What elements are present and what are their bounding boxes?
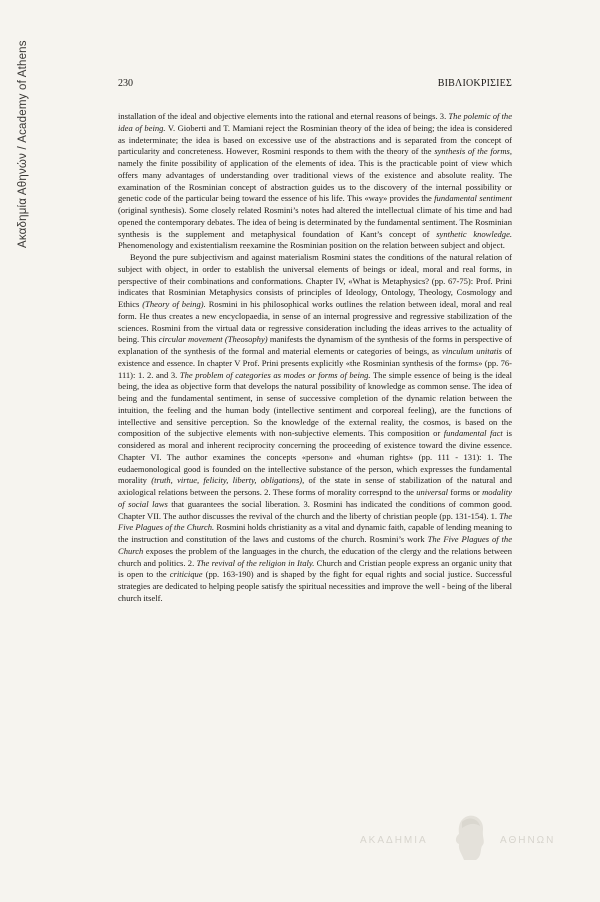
italic-phrase: (Theory of being).	[142, 299, 206, 309]
italic-phrase: The Five Plagues of the Church.	[118, 510, 512, 533]
paragraph: Beyond the pure subjectivism and against materialism Rosmini states the conditions of the natural relation of subject with object, in order to establish the universal elements of beings or ideal, moral and real forms, in perspective of their combinations and conformations. Chapter IV, «What is Metaphysics? (pp. 67-75): Prof. Prini indicates that Rosminian Metaphysics consists of principles of Ideology, Ontology, Theology, Cosmology and Ethics (Theory of being). Rosmini in his philosophical works outlines the relation between ideal, moral and real form. He thus creates a new encyclopaedia, in sense of an internal progressive and regressive stabilization of the sciences. Rosmini from the virtual data or regressive consideration including the ideas arrives to the actuality of being. This circular movement (Theosophy) manifests the dynamism of the synthesis of the forms in perspective of explanation of the synthesis of the formal and material elements or categories of beings, as vinculum unitatis of existence and essence. In chapter V Prof. Prini presents explicitly «the Rosminian synthesis of the forms» (pp. 76-111): 1. 2. and 3. The problem of categories as modes or forms of being. The simple essence of being is the ideal being, the idea as objective form that develops the natural possibility of knowledge as common sense. The idea of being and the fundamental sentiment, in sense of successive completion of the dynamic relation between the intuition, the feeling and the human body (intellective sentiment and corporeal feeling), are the functions of intellective and sensitive perception. So the knowledge of the external reality, the cosmos, is based on the composition of the subjective elements with non-subjective elements. This composition or fundamental fact is considered as moral and inherent reciprocity concerning the proceeding of existence toward the divine essence. Chapter VI. The author examines the concepts «person» and «human rights» (pp. 111 - 131): 1. The eudaemonological good is founded on the intellective substance of the person, which expresses the fundamental morality (truth, virtue, felicity, liberty, obligations), of the state in sense of stabilization of the natural and axiological relations between the persons. 2. These forms of morality correspnd to the universal forms or modality of social laws that guarantees the social liberation. 3. Rosmini has indicated the conditions of common good. Chapter VII. The author discusses the revival of the church and the liberty of christian people (pp. 131-154). 1. The Five Plagues of the Church. Rosmini holds christianity as a vital and dynamic faith, capable of lending meaning to the instruction and constitution of the laws and customs of the church. Rosmini’s work The Five Plagues of the Church exposes the problem of the languages in the church, the education of the clergy and the relations between church and politics. 2. The revival of the religion in Italy. Church and Cristian people express an organic unity that is open to the criticique (pp. 163-190) and is shaped by the fight for equal rights and social justice. Successful strategies are dedicated to helping people satisfy the spiritual necessities and improve the well - being of the liberal church itself.	[118, 252, 513, 603]
italic-phrase: fundamental fact	[443, 428, 503, 439]
italic-phrase: The polemic of the idea of being.	[118, 111, 512, 133]
italic-phrase: modality of social laws	[118, 487, 512, 509]
watermark-right-text: ΑΘΗΝΩΝ	[500, 835, 556, 846]
italic-phrase: The Five Plagues of the Church	[118, 534, 512, 556]
academy-watermark	[360, 812, 570, 864]
italic-phrase: fundamental sentiment	[434, 193, 513, 204]
italic-phrase: (truth, virtue, felicity, liberty, obligations),	[151, 475, 305, 486]
italic-phrase: synthesis of the forms,	[434, 146, 512, 157]
italic-phrase: vinculum unitatis	[442, 346, 502, 356]
italic-phrase: The problem of categories as modes or forms of being.	[179, 369, 371, 380]
article-body	[118, 111, 512, 605]
watermark-left-text: ΑΚΑΔΗΜΙΑ	[360, 835, 428, 846]
italic-phrase: universal	[416, 487, 449, 497]
paragraph: installation of the ideal and objective elements into the rational and eternal reasons of beings. 3. The polemic of the idea of being. V. Gioberti and T. Mamiani reject the Rosminian theory of the idea of being; the idea is considered as indeterminate; the idea is based on excessive use of the abstractions and is separated from the concept of particularity and concreteness. However, Rosmini responds to them with the theory of the synthesis of the forms, namely the finite possibility of application of the elements of idea. This is the practicable point of view which offers many advantages of understanding over traditional views of the existence and absolute reality. The examination of the Rosminian concept of abstraction guides us to the discovery of the internal possibility or genetic code of the particular being toward the essence of his life. This «way» provides the fundamental sentiment (original synthesis). Some closely related Rosmini’s notes had altered the intellectual climate of his time and had opened the contemporary debates. The idea of being is determinated by the fundamental sentiment. The Rosminian synthesis is the supplement and metaphysical foundation of Kant’s concept of synthetic knowledge. Phenomenology and existentialism reexamine the Rosminian position on the relation between subject and object.	[118, 111, 513, 251]
italic-phrase: criticique	[169, 569, 203, 580]
italic-phrase: The revival of the religion in Italy.	[196, 557, 315, 568]
athena-head-icon	[450, 812, 490, 862]
archive-sidebar-label: Ακαδημία Αθηνών / Academy of Athens	[17, 40, 29, 248]
italic-phrase: synthetic knowledge.	[436, 228, 513, 239]
page-number: 230	[118, 78, 133, 89]
running-head: ΒΙΒΛΙΟΚΡΙΣΙΕΣ	[437, 78, 512, 89]
italic-phrase: circular movement (Theosophy)	[158, 334, 268, 345]
